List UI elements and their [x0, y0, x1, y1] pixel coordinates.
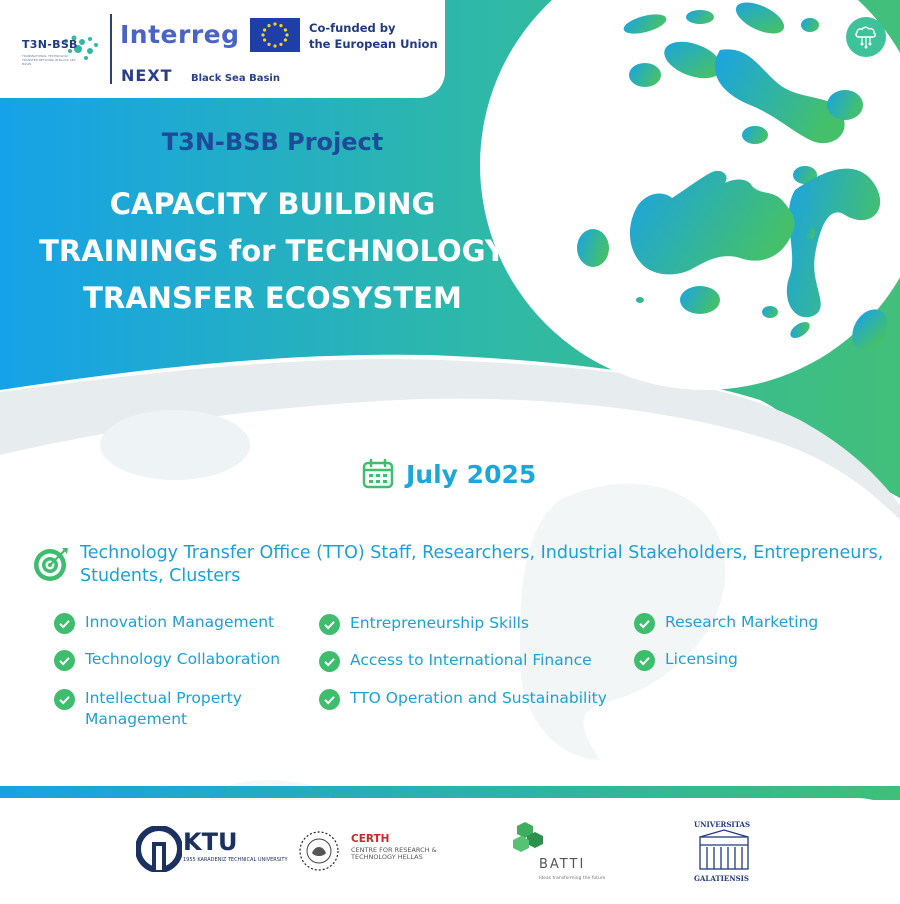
- calendar-icon: [362, 458, 394, 490]
- topic-label: Innovation Management: [85, 613, 275, 631]
- certh-logo-subtext: CENTRE FOR RESEARCH & TECHNOLOGY HELLAS: [351, 846, 437, 861]
- university-logo-top-text: UNIVERSITAS: [694, 820, 751, 829]
- project-subtitle: T3N-BSB Project: [161, 128, 384, 156]
- ktu-logo-icon: [136, 826, 182, 872]
- check-circle-icon: [54, 650, 75, 671]
- t3n-bsb-logo-subtext: TRANSNATIONAL TECHNOLOGY TRANSFER NETWORK IN BLACK SEA BASIN: [22, 54, 76, 66]
- batti-logo-subtext: Ideas transforming the future: [539, 876, 606, 881]
- check-circle-icon: [319, 689, 340, 710]
- topic-item: [634, 612, 818, 634]
- target-icon: [33, 545, 71, 583]
- batti-logo-icon: [509, 822, 553, 858]
- batti-logo-text: BATTI: [539, 857, 586, 872]
- topic-item: [54, 649, 280, 671]
- topic-label: Intellectual Property Management: [85, 689, 242, 728]
- topic-label: Entrepreneurship Skills: [350, 614, 530, 632]
- university-logo-bottom-text: GALATIENSIS: [694, 874, 749, 883]
- check-circle-icon: [319, 614, 340, 635]
- target-audience: Technology Transfer Office (TTO) Staff, Researchers, Industrial Stakeholders, Entrepreneurs, Students, Clusters: [80, 543, 884, 586]
- cofunded-line-2: the European Union: [309, 37, 438, 51]
- title-line-1: CAPACITY BUILDING: [109, 187, 436, 221]
- date-text: July 2025: [406, 459, 537, 489]
- cofunded-line-1: Co-funded by: [309, 21, 396, 35]
- black-sea-basin-text: Black Sea Basin: [191, 73, 280, 84]
- certh-logo-text: CERTH: [351, 833, 390, 845]
- cloud-network-icon: [846, 17, 886, 57]
- university-building-icon: [697, 829, 751, 873]
- cofunded-text: [309, 20, 438, 52]
- topic-item: [319, 613, 529, 635]
- certh-logo-icon: [297, 829, 345, 873]
- eu-flag-icon: [250, 18, 300, 52]
- t3n-bsb-logo-text: T3N-BSB: [22, 38, 78, 51]
- title-line-2: TRAININGS for TECHNOLOGY: [39, 234, 506, 268]
- ktu-logo-subtext: 1955 KARADENIZ TECHNICAL UNIVERSITY: [183, 857, 288, 863]
- ktu-logo-text: KTU: [183, 828, 238, 856]
- check-circle-icon: [319, 651, 340, 672]
- page-title: [0, 181, 545, 322]
- check-circle-icon: [54, 613, 75, 634]
- title-line-3: TRANSFER ECOSYSTEM: [83, 281, 462, 315]
- topic-label: Licensing: [665, 650, 738, 668]
- topic-label: Research Marketing: [665, 613, 819, 631]
- interreg-logo: Interreg: [120, 20, 240, 49]
- topic-label: TTO Operation and Sustainability: [350, 689, 607, 707]
- topic-item: [319, 688, 607, 710]
- topic-label: Access to International Finance: [350, 651, 592, 669]
- header-logo-panel: [0, 0, 445, 98]
- topic-item: [634, 649, 738, 671]
- logo-divider: [110, 14, 112, 84]
- check-circle-icon: [634, 613, 655, 634]
- topic-item: [319, 650, 592, 672]
- interreg-next-text: NEXT: [121, 66, 173, 85]
- topic-item: [54, 612, 274, 634]
- check-circle-icon: [634, 650, 655, 671]
- check-circle-icon: [54, 689, 75, 710]
- event-date: [362, 456, 536, 492]
- topic-item: [54, 688, 294, 730]
- topic-label: Technology Collaboration: [85, 650, 281, 668]
